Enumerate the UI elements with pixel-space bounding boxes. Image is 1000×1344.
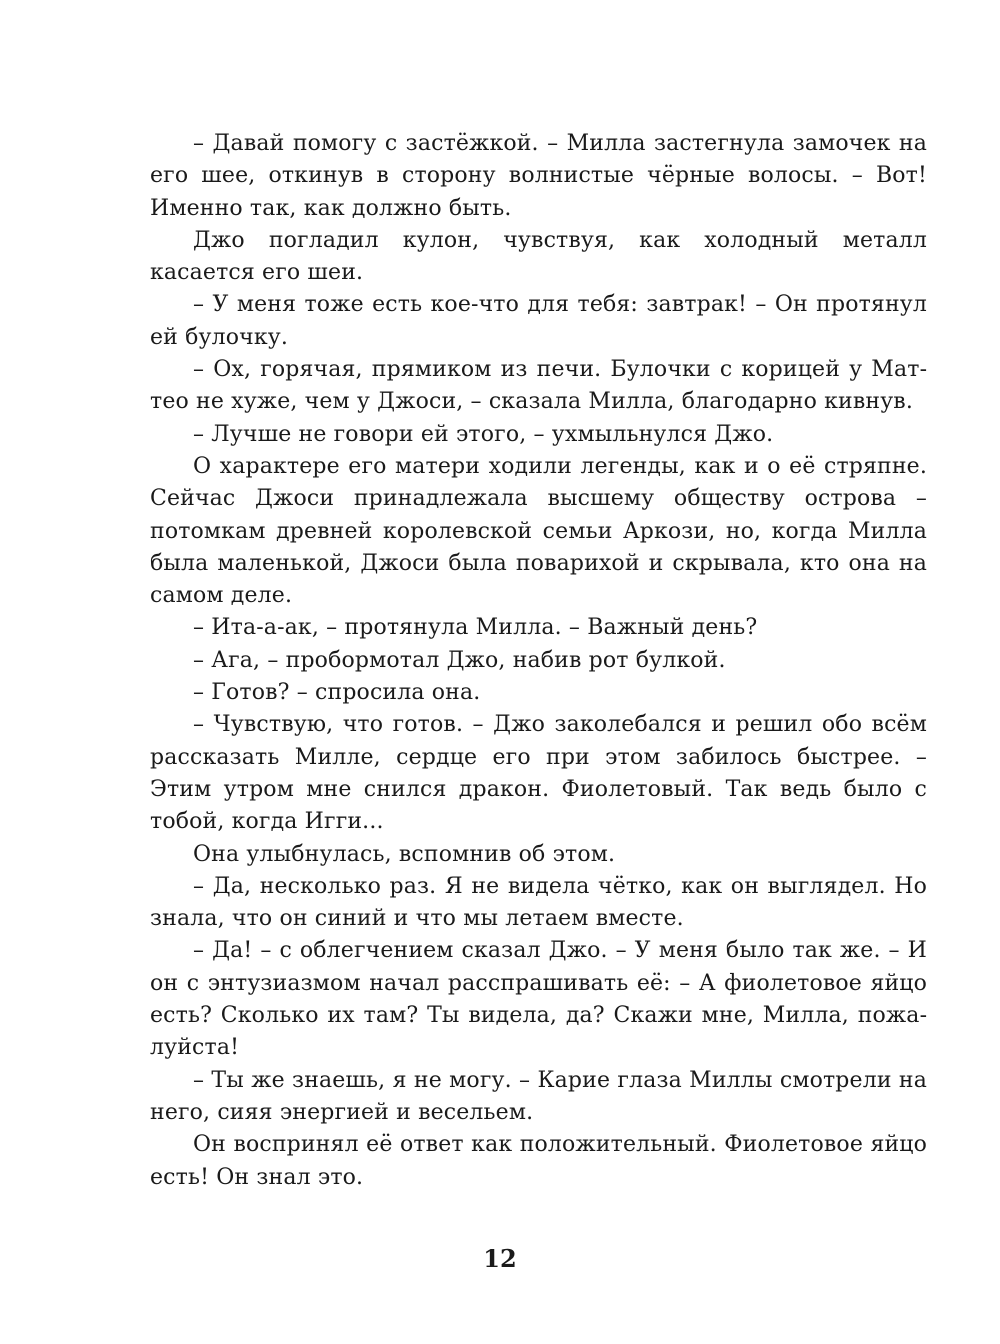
paragraph: – Да, несколько раз. Я не видела чётко, как он выглядел. Но знала, что он синий и что мы летаем вместе. — [150, 873, 927, 932]
paragraph: – Чувствую, что готов. – Джо заколебался и решил обо всём рассказать Милле, сердце его при этом забилось быстрее. – Этим утром мне снился дракон. Фиолетовый. Так ведь было с тобой, когда Игги... — [150, 712, 927, 835]
paragraph: – Да! – с облегчением сказал Джо. – У меня было так же. – И он с энтузиазмом начал расспрашивать её: – А фиолетовое яйцо есть? Сколько их там? Ты видела, да? Скажи мне, Милла, пожалуйста! — [150, 938, 927, 1061]
paragraph: – Готов? – спросила она. — [193, 680, 481, 706]
paragraph: – Ох, горячая, прямиком из печи. Булочки с корицей у Маттео не хуже, чем у Джоси, – сказала Милла, благодарно кивнув. — [150, 357, 927, 415]
paragraph: Она улыбнулась, вспомнив об этом. — [193, 841, 616, 867]
paragraph: О характере его матери ходили легенды, как и о её стряпне. Сейчас Джоси принадлежала высшему обществу острова – потомкам древней королевской семьи Аркози, но, когда Милла была маленькой, Джоси была поварихой и скрывала, кто она на самом деле. — [150, 453, 927, 609]
paragraph: Джо погладил кулон, чувствуя, как холодный металл касается его шеи. — [150, 227, 927, 286]
paragraph: – Ага, – пробормотал Джо, набив рот булкой. — [193, 647, 726, 673]
paragraph: – Лучше не говори ей этого, – ухмыльнулся Джо. — [193, 421, 774, 447]
page-number: 12 — [483, 1244, 517, 1273]
body-text — [150, 128, 927, 1194]
paragraph: – Давай помогу с застёжкой. – Милла застегнула замочек на его шее, откинув в сторону волнистые чёрные волосы. – Вот! Именно так, как должно быть. — [150, 131, 927, 221]
paragraph: – Ита-а-ак, – протянула Милла. – Важный день? — [193, 615, 758, 641]
paragraph: – Ты же знаешь, я не могу. – Карие глаза Миллы смотрели на него, сияя энергией и весельем. — [150, 1067, 927, 1125]
paragraph: Он воспринял её ответ как положительный. Фиолетовое яйцо есть! Он знал это. — [150, 1132, 927, 1190]
paragraph: – У меня тоже есть кое-что для тебя: завтрак! – Он протянул ей булочку. — [150, 292, 927, 350]
